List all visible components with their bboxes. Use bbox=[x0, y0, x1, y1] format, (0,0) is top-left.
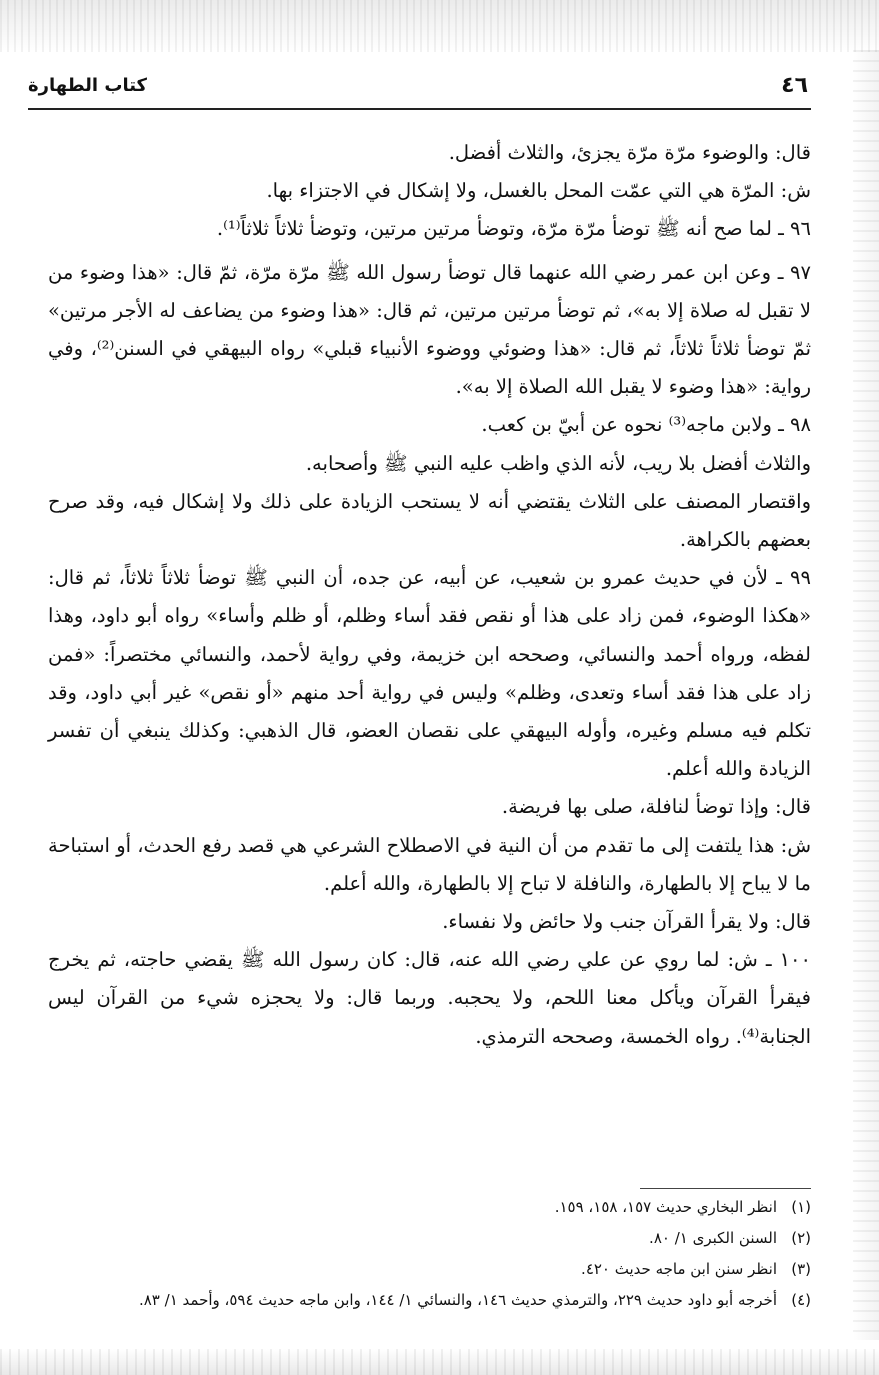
paragraph-qala-nafila: قال: وإذا توضأ لنافلة، صلى بها فريضة. bbox=[501, 795, 811, 819]
running-head: كتاب الطهارة bbox=[28, 75, 148, 96]
footnote-rule bbox=[640, 1188, 811, 1189]
hadith-99: ٩٩ ـ لأن في حديث عمرو بن شعيب، عن أبيه، عن جده، أن النبي ﷺ توضأ ثلاثاً ثلاثاً، ثم قال: «هكذا الوضوء، فمن زاد على هذا أو نقص فقد أساء وظلم، أو ظلم وأساء» رواه أبو داود، وهذا لفظه، ورواه أحمد والنسائي، وصححه ابن خزيمة، وفي رواية لأحمد، والنسائي مختصراً: «فمن زاد على هذا فقد أساء وتعدى، وظلم» وليس في رواية أحد منهم «أو نقص» غير أبي داود، وقد تكلم فيه مسلم وغيره، وأوله البيهقي على نقصان العضو، قال الذهبي: وكذلك ينبغي أن تفسر الزيادة والله أعلم. bbox=[48, 566, 811, 781]
footnotes bbox=[46, 1192, 811, 1316]
hadith-100: ١٠٠ ـ ش: لما روي عن علي رضي الله عنه، قال: كان رسول الله ﷺ يقضي حاجته، ثم يخرج فيقرأ القرآن ويأكل معنا اللحم، ولا يحجبه. وربما قال: ولا يحجزه شيء من القرآن ليس الجنابة⁽⁴⁾. رواه الخمسة، وصححه الترمذي. bbox=[48, 948, 811, 1048]
footnote-text: انظر البخاري حديث ١٥٧، ١٥٨، ١٥٩. bbox=[554, 1198, 777, 1216]
footnote-4 bbox=[46, 1285, 811, 1316]
hadith-97: ٩٧ ـ وعن ابن عمر رضي الله عنهما قال توضأ رسول الله ﷺ مرّة مرّة، ثمّ قال: «هذا وضوء من لا تقبل له صلاة إلا به»، ثم توضأ مرتين مرتين، ثم قال: «هذا وضوء من يضاعف له الأجر مرتين» ثمّ توضأ ثلاثاً ثلاثاً، ثم قال: «هذا وضوئي ووضوء الأنبياء قبلي» رواه البيهقي في السنن⁽²⁾، وفي رواية: «هذا وضوء لا يقبل الله الصلاة إلا به». bbox=[48, 260, 811, 399]
main-text bbox=[48, 134, 811, 1056]
paragraph-sharh-niyya: ش: هذا يلتفت إلى ما تقدم من أن النية في الاصطلاح الشرعي هي قصد رفع الحدث، أو استباحة ما لا يباح إلا بالطهارة، والنافلة لا تباح إلا بالطهارة، والله أعلم. bbox=[48, 833, 811, 895]
paragraph-commentary-1: والثلاث أفضل بلا ريب، لأنه الذي واظب عليه النبي ﷺ وأصحابه. bbox=[305, 451, 811, 475]
scan-edge-top bbox=[0, 0, 879, 52]
header-rule bbox=[28, 108, 811, 110]
footnote-label: (١) bbox=[791, 1198, 811, 1216]
footnote-label: (٤) bbox=[791, 1291, 811, 1309]
footnote-3 bbox=[46, 1254, 811, 1285]
paragraph-qala-junub: قال: ولا يقرأ القرآن جنب ولا حائض ولا نفساء. bbox=[442, 910, 811, 934]
hadith-98: ٩٨ ـ ولابن ماجه⁽³⁾ نحوه عن أبيّ بن كعب. bbox=[481, 413, 811, 437]
scan-edge-bottom bbox=[0, 1349, 879, 1375]
page-number: ٤٦ bbox=[781, 73, 808, 98]
footnote-text: السنن الكبرى ١/ ٨٠. bbox=[649, 1229, 777, 1247]
footnote-label: (٢) bbox=[791, 1229, 811, 1247]
footnote-1 bbox=[46, 1192, 811, 1223]
paragraph-1: قال: والوضوء مرّة مرّة يجزئ، والثلاث أفضل. bbox=[448, 141, 811, 164]
hadith-96: ٩٦ ـ لما صح أنه ﷺ توضأ مرّة مرّة، وتوضأ مرتين مرتين، وتوضأ ثلاثاً ثلاثاً⁽¹⁾. bbox=[216, 217, 811, 241]
paragraph-2: ش: المرّة هي التي عمّت المحل بالغسل، ولا إشكال في الاجتزاء بها. bbox=[266, 179, 811, 203]
footnote-2 bbox=[46, 1223, 811, 1254]
footnote-text: انظر سنن ابن ماجه حديث ٤٢٠. bbox=[581, 1260, 777, 1278]
footnote-text: أخرجه أبو داود حديث ٢٢٩، والترمذي حديث ١٤٦، والنسائي ١/ ١٤٤، وابن ماجه حديث ٥٩٤، وأحمد ١/ ٨٣. bbox=[138, 1291, 777, 1309]
paragraph-commentary-2: واقتصار المصنف على الثلاث يقتضي أنه لا يستحب الزيادة على ذلك ولا إشكال فيه، وقد صرح بعضهم بالكراهة. bbox=[48, 489, 811, 552]
footnote-label: (٣) bbox=[791, 1260, 811, 1278]
scan-edge-right bbox=[853, 50, 879, 1340]
page-header bbox=[28, 68, 808, 104]
